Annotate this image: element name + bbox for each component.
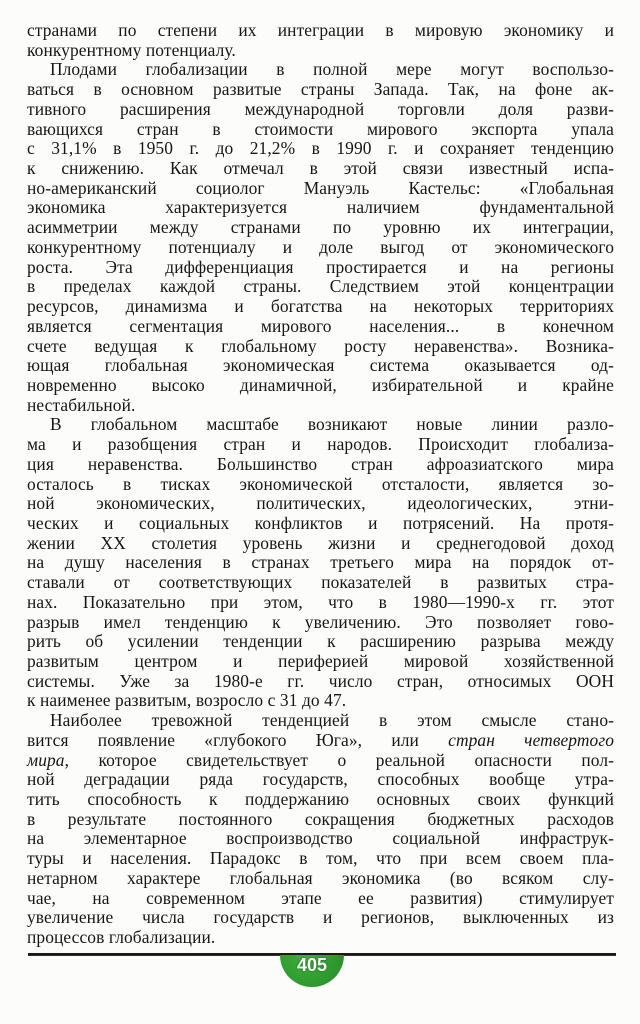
text-segment: , которое свидетельствует о реальной опасности пол-	[64, 749, 614, 770]
text-line: Плодами глобализации в полной мере могут воспользо-	[50, 59, 614, 80]
text-line: но-американский социолог Мануэль Кастельс: «Глобальная	[27, 177, 614, 198]
text-line: роста. Эта дифференциация простирается и на регионы	[27, 256, 614, 277]
text-line: в результате постоянного сокращения бюджетных расходов	[27, 808, 614, 829]
text-line: Наиболее тревожной тенденцией в этом смысле стано-	[50, 710, 614, 731]
text-line: ция неравенства. Большинство стран афроазиатского мира	[27, 453, 614, 474]
text-line: нестабильной.	[27, 394, 136, 415]
text-line: туры и населения. Парадокс в том, что при всем своем пла-	[27, 848, 614, 869]
text-line: на душу населения в странах третьего мира на порядок от-	[27, 552, 614, 573]
text-line: нах. Показательно при этом, что в 1980—1990-х гг. этот	[27, 591, 614, 612]
text-line	[27, 731, 614, 751]
text-line: к наименее развитым, возросло с 31 до 47.	[27, 690, 347, 711]
text-line: с 31,1% в 1950 г. до 21,2% в 1990 г. и сохраняет тенденцию	[27, 138, 614, 159]
text-line: ма и разобщения стран и народов. Происходит глобализа-	[27, 434, 614, 455]
text-line: системы. Уже за 1980-е гг. число стран, относимых ООН	[27, 670, 614, 691]
text-line: асимметрии между странами по уровню их интеграции,	[27, 217, 614, 238]
text-line: тить способность к поддержанию основных своих функций	[27, 789, 614, 810]
text-line: конкурентному потенциалу и доле выгод от экономического	[27, 236, 614, 257]
text-line: ваться в основном развитые страны Запада. Так, на фоне ак-	[27, 79, 614, 100]
text-line: странами по степени их интеграции в мировую экономику и	[27, 20, 614, 40]
text-segment: вится появление «глубокого Юга», или	[27, 729, 449, 750]
text-line: к снижению. Как отмечал в этой связи известный испа-	[27, 158, 614, 179]
text-line: увеличение числа государств и регионов, выключенных из	[27, 907, 614, 928]
text-line: ной экономических, политических, идеологических, этни-	[27, 493, 614, 514]
text-line: развитым центром и периферией мировой хозяйственной	[27, 651, 614, 671]
text-line	[27, 751, 614, 771]
text-line: процессов глобализации.	[27, 927, 216, 948]
text-line: нетарном характере глобальная экономика (во всяком слу-	[27, 867, 614, 888]
text-line: ставали от соответствующих показателей в развитых стра-	[27, 572, 614, 593]
text-line: является сегментация мирового населения... в конечном	[27, 315, 614, 336]
text-line: чае, на современном этапе ее развития) стимулирует	[27, 887, 614, 908]
text-line: конкурентному потенциалу.	[27, 39, 236, 60]
text-line: ресурсов, динамизма и богатства на некоторых территориях	[27, 296, 614, 317]
text-line: экономика характеризуется наличием фундаментальной	[27, 197, 614, 218]
text-line: в пределах каждой страны. Следствием этой концентрации	[27, 276, 614, 297]
text-line: жении XX столетия уровень жизни и среднегодовой доход	[27, 532, 614, 553]
page-text	[27, 21, 614, 948]
text-line: ческих и социальных конфликтов и потрясений. На протя-	[27, 512, 614, 533]
text-line: В глобальном масштабе возникают новые линии разло-	[50, 414, 614, 435]
page-number: 405	[296, 955, 328, 975]
text-line: вающихся стран в стоимости мирового экспорта упала	[27, 118, 614, 139]
text-line: счете ведущая к глобальному росту неравенства». Возника-	[27, 335, 614, 356]
text-line: ной деградации ряда государств, способных вообще утра-	[27, 769, 614, 790]
text-line: рить об усилении тенденции к расширению разрыва между	[27, 631, 614, 652]
text-line: на элементарное воспроизводство социальной инфраструк-	[27, 828, 614, 849]
emphasis-text: стран четвертого	[448, 729, 614, 750]
text-line: разрыв имел тенденцию к увеличению. Это позволяет гово-	[27, 611, 614, 632]
page-number-badge	[280, 955, 344, 987]
text-line: тивного расширения международной торговли доля разви-	[27, 98, 614, 119]
text-line: осталось в тисках экономической отсталости, является зо-	[27, 473, 614, 494]
text-line: ющая глобальная экономическая система оказывается од-	[27, 355, 614, 376]
emphasis-text: мира	[27, 749, 65, 770]
text-line: новременно высоко динамичной, избирательной и крайне	[27, 374, 614, 395]
